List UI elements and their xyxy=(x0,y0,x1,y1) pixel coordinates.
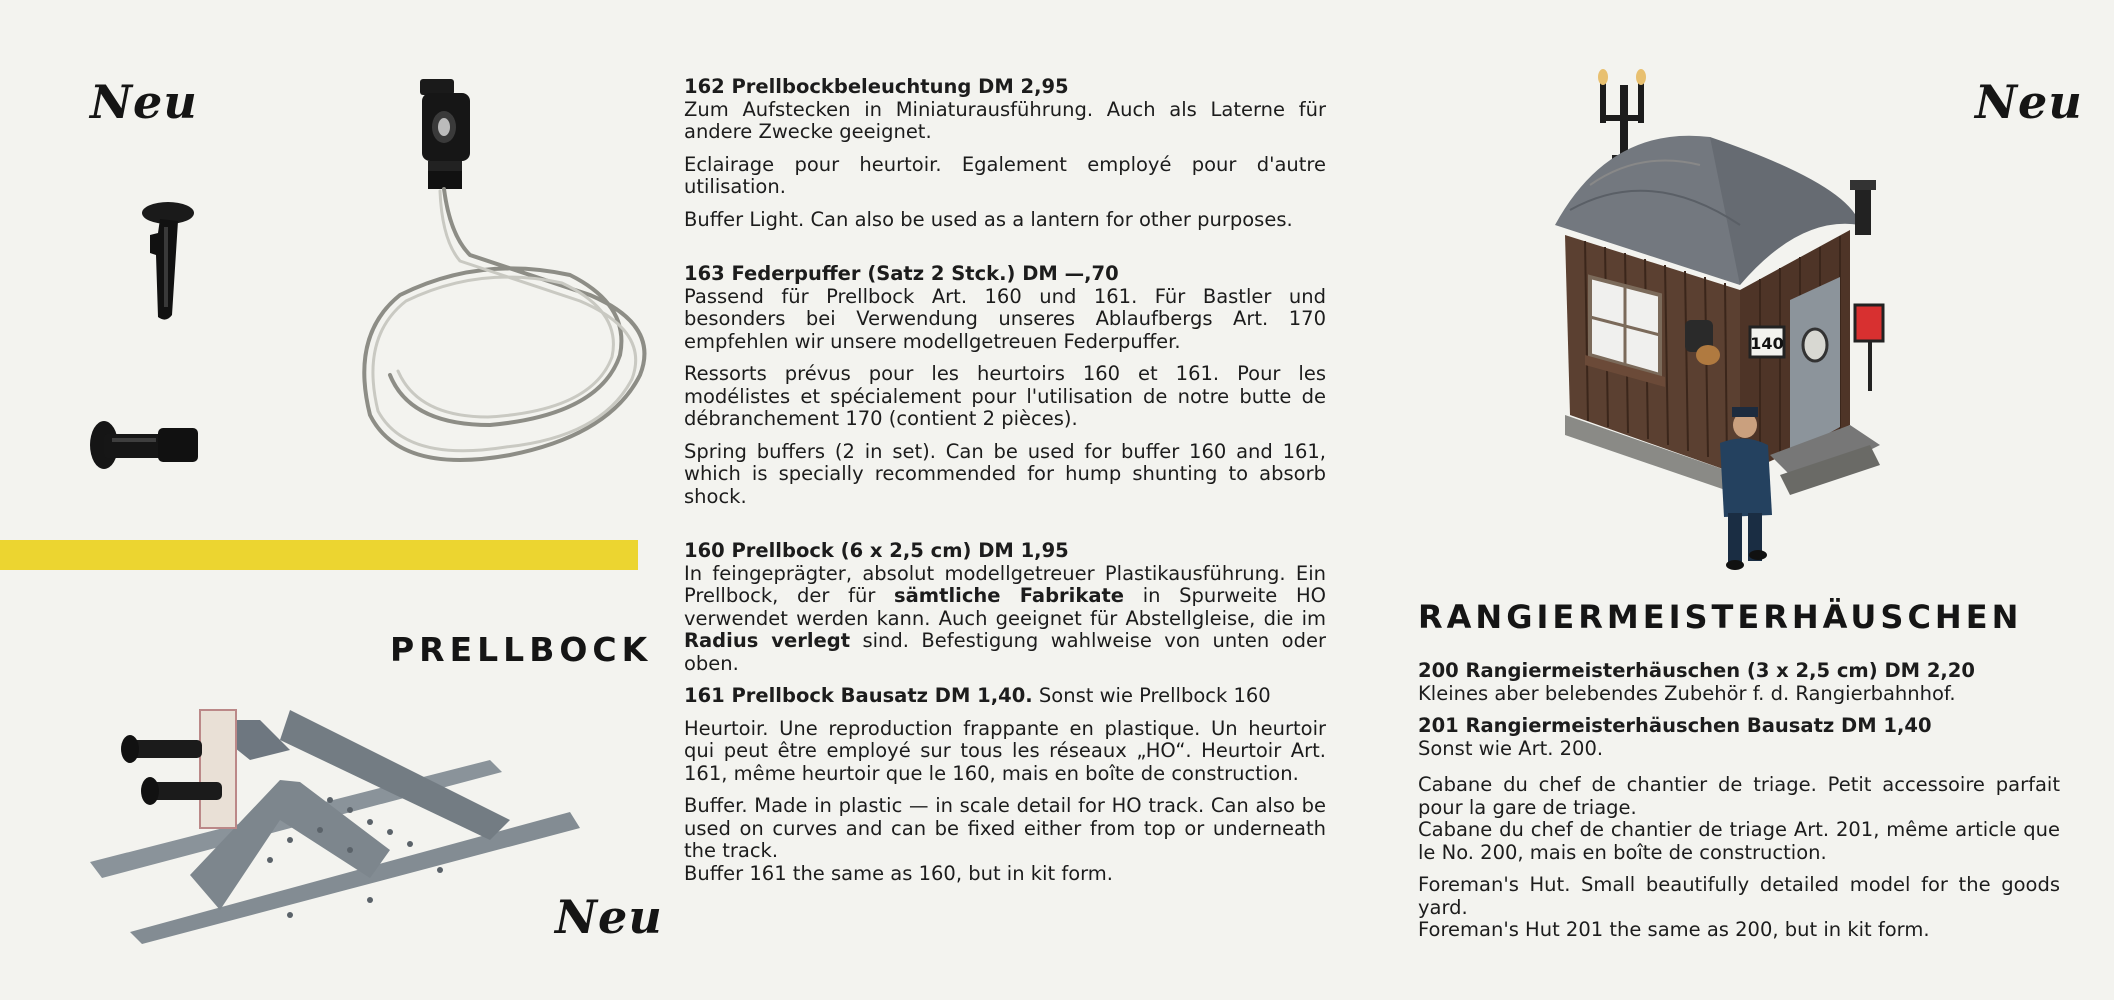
product-200-german: Kleines aber belebendes Zubehör f. d. Rangierbahnhof. xyxy=(1418,681,1956,705)
product-163-heading: 163 Federpuffer (Satz 2 Stck.) DM —,70 xyxy=(684,262,1119,285)
hut-french-a: Cabane du chef de chantier de triage. Petit accessoire parfait pour la gare de triage. xyxy=(1418,773,2060,819)
new-label-right: Neu xyxy=(1975,75,2083,129)
product-160-german: In feingeprägter, absolut modellgetreuer Plastikausführung. Ein Prellbock, der für sämtliche Fabrikate in Spurweite HO verwendet werden kann. Auch geeignet für Abstellgleise, die im Radius verlegt sind. Befestigung wahlweise von unten oder oben. xyxy=(684,561,1326,675)
product-162-french: Eclairage pour heurtoir. Egalement employé pour d'autre utilisation. xyxy=(684,152,1326,198)
spring-buffer-side-image xyxy=(82,410,202,480)
hut-english-b: Foreman's Hut 201 the same as 200, but in kit form. xyxy=(1418,918,1930,941)
product-163-french: Ressorts prévus pour les heurtoirs 160 et 161. Pour les modélistes et spécialement pour l'utilisation de notre butte de débranchement 170 (contient 2 pièces). xyxy=(684,362,1326,430)
spring-buffer-image xyxy=(120,195,210,335)
section-heading-hut: RANGIERMEISTERHÄUSCHEN xyxy=(1418,598,2023,636)
buffer-stop-image xyxy=(90,700,590,945)
product-162-english: Buffer Light. Can also be used as a lantern for other purposes. xyxy=(684,207,1293,231)
product-162-heading: 162 Prellbockbeleuchtung DM 2,95 xyxy=(684,75,1069,98)
product-201-heading: 201 Rangiermeisterhäuschen Bausatz DM 1,40 xyxy=(1418,714,1932,737)
hut-english-a: Foreman's Hut. Small beautifully detailed model for the goods yard. xyxy=(1418,873,2060,919)
foremans-hut-image xyxy=(1550,55,1900,575)
accent-stripe xyxy=(0,540,638,570)
hut-french-b: Cabane du chef de chantier de triage Art. 201, même article que le No. 200, mais en boîte de construction. xyxy=(1418,818,2060,864)
new-label-bottom: Neu xyxy=(555,890,663,944)
hut-text-column xyxy=(1418,660,2060,952)
product-161-heading-line: 161 Prellbock Bausatz DM 1,40. Sonst wie Prellbock 160 xyxy=(684,684,1271,707)
product-160-heading: 160 Prellbock (6 x 2,5 cm) DM 1,95 xyxy=(684,539,1069,562)
product-text-column xyxy=(684,76,1326,895)
hut-number-plate: 140 xyxy=(1750,334,1784,353)
product-161-english: Buffer. Made in plastic — in scale detail for HO track. Can also be used on curves and can be fixed either from top or underneath the track. xyxy=(684,794,1326,862)
product-162-german: Zum Aufstecken in Miniaturausführung. Auch als Laterne für andere Zwecke geeignet. xyxy=(684,97,1326,143)
product-161-french: Heurtoir. Une reproduction frappante en plastique. Un heurtoir qui peut être employé sur tous les réseaux „HO“. Heurtoir Art. 161, même heurtoir que le 160, mais en boîte de construction. xyxy=(684,716,1326,785)
product-163-english: Spring buffers (2 in set). Can be used for buffer 160 and 161, which is specially recommended for hump shunting to absorb shock. xyxy=(684,439,1326,508)
product-163-german: Passend für Prellbock Art. 160 und 161. Für Bastler und besonders bei Verwendung unseres Ablaufbergs Art. 170 empfehlen wir unsere modellgetreuen Federpuffer. xyxy=(684,284,1326,353)
product-201-german: Sonst wie Art. 200. xyxy=(1418,736,1604,760)
product-161-heading: 161 Prellbock Bausatz DM 1,40. xyxy=(684,684,1033,707)
product-161-english-kit: Buffer 161 the same as 160, but in kit form. xyxy=(684,861,1113,885)
buffer-light-image xyxy=(340,75,660,485)
new-label-top: Neu xyxy=(90,75,198,129)
product-200-heading: 200 Rangiermeisterhäuschen (3 x 2,5 cm) DM 2,20 xyxy=(1418,659,1975,682)
section-heading-prellbock: PRELLBOCK xyxy=(390,630,653,669)
